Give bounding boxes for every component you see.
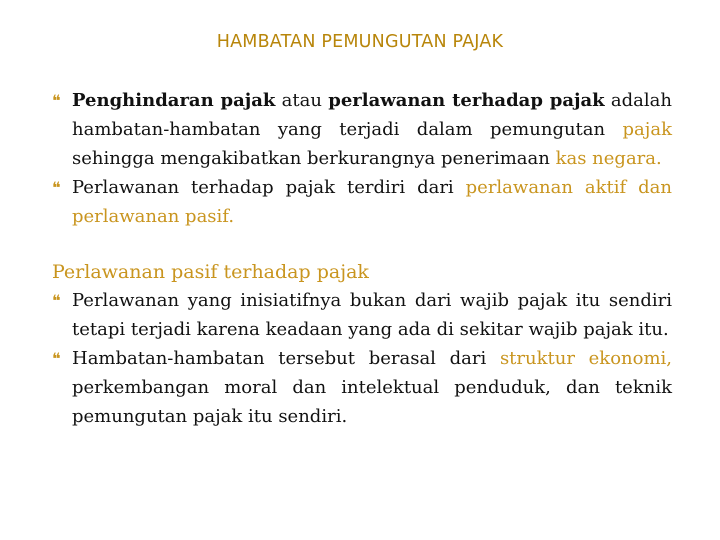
highlight-text: perlawanan aktif dan perlawanan pasif.	[72, 177, 672, 227]
bullet-icon: ❝	[52, 178, 61, 197]
slide-title: HAMBATAN PEMUNGUTAN PAJAK	[216, 32, 504, 52]
list-item	[52, 173, 672, 231]
passive-resistance-section	[52, 258, 672, 431]
list-item	[52, 286, 672, 344]
bullet-icon: ❝	[52, 291, 61, 310]
highlight-text: pajak	[622, 119, 672, 140]
highlight-text: kas negara.	[555, 148, 662, 169]
bullet-list	[52, 286, 672, 431]
list-item	[52, 344, 672, 431]
text-span: Hambatan-hambatan tersebut berasal dari	[72, 348, 500, 369]
text-span: Perlawanan yang inisiatifnya bukan dari wajib pajak itu sendiri tetapi terjadi karena keadaan yang ada di sekitar wajib pajak itu.	[72, 290, 672, 340]
term-penghindaran-pajak: Penghindaran pajak	[72, 90, 276, 111]
text-span: perkembangan moral dan intelektual penduduk, dan teknik pemungutan pajak itu sendiri.	[72, 377, 672, 427]
highlight-text: struktur ekonomi,	[499, 348, 673, 369]
text-span: atau	[275, 90, 329, 111]
bullet-list	[52, 86, 672, 231]
text-span: adalah hambatan-hambatan yang terjadi dalam pemungutan	[72, 90, 672, 140]
bullet-icon: ❝	[52, 91, 61, 110]
term-perlawanan-pajak: perlawanan terhadap pajak	[328, 90, 605, 111]
bullet-icon: ❝	[52, 349, 61, 368]
text-span: Perlawanan terhadap pajak terdiri dari	[72, 177, 466, 198]
list-item	[52, 86, 672, 173]
section-heading: Perlawanan pasif terhadap pajak	[52, 261, 369, 283]
definition-section	[52, 86, 672, 231]
text-span: sehingga mengakibatkan berkurangnya penerimaan	[72, 148, 556, 169]
